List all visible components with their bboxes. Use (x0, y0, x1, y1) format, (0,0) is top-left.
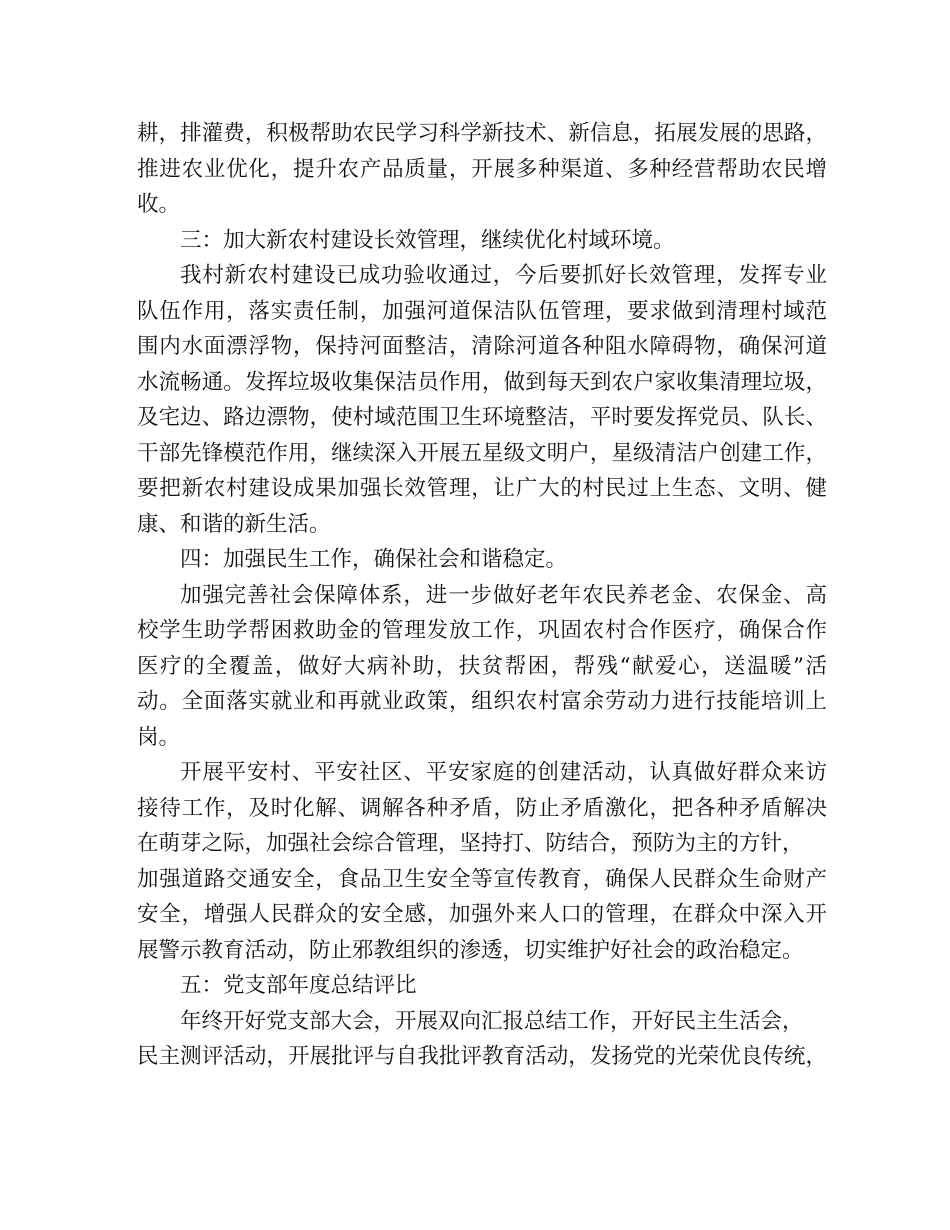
paragraph-line: 动。全面落实就业和再就业政策，组织农村富余劳动力进行技能培训上 (137, 689, 827, 714)
paragraph-line: 围内水面漂浮物，保持河面整洁，清除河道各种阻水障碍物，确保河道 (137, 334, 827, 359)
paragraph-line: 岗。 (137, 724, 181, 750)
paragraph-line: 展警示教育活动，防止邪教组织的渗透，切实维护好社会的政治稳定。 (137, 937, 804, 963)
section-heading: 四：加强民生工作，确保社会和谐稳定。 (180, 547, 568, 572)
paragraph-line: 干部先锋模范作用，继续深入开展五星级文明户，星级清洁户创建工作， (137, 440, 827, 466)
paragraph-line: 耕，排灌费，积极帮助农民学习科学新技术、新信息，拓展发展的思路， (137, 121, 827, 146)
section-heading: 五：党支部年度总结评比 (180, 973, 417, 998)
paragraph-line: 医疗的全覆盖，做好大病补助，扶贫帮困，帮残“献爱心，送温暖”活 (137, 653, 827, 679)
paragraph-line: 康、和谐的新生活。 (137, 511, 331, 537)
paragraph-line: 水流畅通。发挥垃圾收集保洁员作用，做到每天到农户家收集清理垃圾， (137, 369, 827, 395)
paragraph-line: 年终开好党支部大会，开展双向汇报总结工作，开好民主生活会， (180, 1008, 804, 1034)
paragraph-line: 及宅边、路边漂物，使村域范围卫生环境整洁，平时要发挥党员、队长、 (137, 405, 827, 430)
paragraph-line: 接待工作，及时化解、调解各种矛盾，防止矛盾激化，把各种矛盾解决 (137, 795, 827, 821)
paragraph-line: 校学生助学帮困救助金的管理发放工作，巩固农村合作医疗，确保合作 (137, 618, 827, 643)
paragraph-line: 在萌芽之际，加强社会综合管理，坚持打、防结合，预防为主的方针， (137, 831, 804, 856)
paragraph-line: 收。 (137, 192, 181, 217)
paragraph-line: 加强完善社会保障体系，进一步做好老年农民养老金、农保金、高 (180, 582, 827, 608)
paragraph-line: 推进农业优化，提升农产品质量，开展多种渠道、多种经营帮助农民增 (137, 156, 827, 182)
paragraph-line: 加强道路交通安全，食品卫生安全等宣传教育，确保人民群众生命财产 (137, 866, 827, 892)
paragraph-line: 民主测评活动，开展批评与自我批评教育活动，发扬党的光荣优良传统， (137, 1044, 827, 1069)
section-heading: 三：加大新农村建设长效管理，继续优化村域环境。 (180, 227, 675, 253)
paragraph-line: 开展平安村、平安社区、平安家庭的创建活动，认真做好群众来访 (180, 760, 827, 785)
paragraph-line: 安全，增强人民群众的安全感，加强外来人口的管理，在群众中深入开 (137, 902, 827, 927)
paragraph-line: 要把新农村建设成果加强长效管理，让广大的村民过上生态、文明、健 (137, 476, 827, 501)
paragraph-line: 我村新农村建设已成功验收通过，今后要抓好长效管理，发挥专业 (180, 263, 827, 288)
paragraph-line: 队伍作用，落实责任制，加强河道保洁队伍管理，要求做到清理村域范 (137, 298, 827, 324)
document-body (137, 116, 827, 1075)
